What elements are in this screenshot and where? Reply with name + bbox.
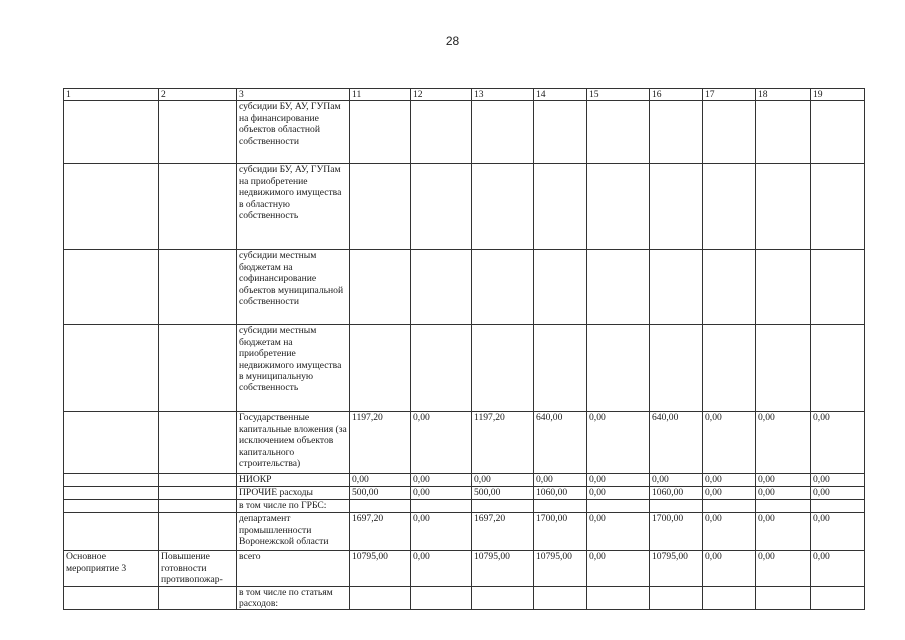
table-row <box>64 250 865 325</box>
value-cell: 500,00 <box>350 487 411 500</box>
expense-type-cell: ПРОЧИЕ расходы <box>237 487 350 500</box>
table-row <box>64 474 865 487</box>
value-cell: 10795,00 <box>534 551 587 586</box>
item-code-cell <box>64 500 159 513</box>
value-cell <box>411 101 472 164</box>
value-cell <box>472 500 534 513</box>
item-name-cell <box>159 325 237 412</box>
value-cell <box>703 500 756 513</box>
value-cell: 1060,00 <box>534 487 587 500</box>
value-cell <box>756 164 811 250</box>
expense-type-cell: всего <box>237 551 350 586</box>
value-cell <box>472 250 534 325</box>
value-cell: 0,00 <box>756 513 811 551</box>
expense-type-cell: в том числе по статьям расходов: <box>237 586 350 610</box>
header-cell: 17 <box>703 89 756 101</box>
value-cell: 0,00 <box>472 474 534 487</box>
header-cell: 13 <box>472 89 534 101</box>
value-cell: 0,00 <box>587 513 650 551</box>
value-cell <box>587 500 650 513</box>
item-code-cell <box>64 474 159 487</box>
value-cell <box>811 101 865 164</box>
item-name-cell <box>159 586 237 610</box>
value-cell <box>350 101 411 164</box>
expense-type-cell: НИОКР <box>237 474 350 487</box>
value-cell <box>534 250 587 325</box>
value-cell: 10795,00 <box>350 551 411 586</box>
value-cell <box>350 500 411 513</box>
value-cell: 0,00 <box>756 551 811 586</box>
item-code-cell <box>64 586 159 610</box>
value-cell <box>756 101 811 164</box>
value-cell <box>534 586 587 610</box>
value-cell <box>411 500 472 513</box>
value-cell: 640,00 <box>650 412 703 474</box>
value-cell: 0,00 <box>703 412 756 474</box>
item-code-cell <box>64 250 159 325</box>
value-cell: 1197,20 <box>472 412 534 474</box>
value-cell: 0,00 <box>650 474 703 487</box>
value-cell: 10795,00 <box>472 551 534 586</box>
table-row <box>64 551 865 586</box>
item-code-cell <box>64 164 159 250</box>
value-cell <box>650 250 703 325</box>
value-cell <box>703 325 756 412</box>
value-cell <box>534 164 587 250</box>
value-cell: 0,00 <box>811 513 865 551</box>
item-code-cell <box>64 513 159 551</box>
value-cell <box>587 101 650 164</box>
item-code-cell <box>64 101 159 164</box>
expense-type-cell: субсидии БУ, АУ, ГУПам на приобретение недвижимого имущества в областную собственность <box>237 164 350 250</box>
value-cell <box>350 250 411 325</box>
header-cell: 12 <box>411 89 472 101</box>
value-cell <box>703 250 756 325</box>
value-cell <box>811 586 865 610</box>
value-cell <box>811 250 865 325</box>
header-cell: 11 <box>350 89 411 101</box>
table-row <box>64 487 865 500</box>
value-cell <box>472 101 534 164</box>
table-row <box>64 325 865 412</box>
value-cell: 500,00 <box>472 487 534 500</box>
value-cell <box>811 500 865 513</box>
budget-table <box>63 88 865 610</box>
expense-type-cell: субсидии БУ, АУ, ГУПам на финансирование объектов областной собственности <box>237 101 350 164</box>
value-cell <box>472 164 534 250</box>
value-cell: 0,00 <box>756 412 811 474</box>
value-cell <box>411 250 472 325</box>
header-row <box>64 89 865 101</box>
value-cell: 10795,00 <box>650 551 703 586</box>
value-cell: 0,00 <box>703 513 756 551</box>
item-code-cell: Основное мероприятие 3 <box>64 551 159 586</box>
page-number: 28 <box>445 34 460 48</box>
value-cell: 0,00 <box>811 487 865 500</box>
value-cell <box>587 586 650 610</box>
expense-type-cell: субсидии местным бюджетам на софинансирование объектов муниципальной собственности <box>237 250 350 325</box>
value-cell <box>756 586 811 610</box>
value-cell: 0,00 <box>756 487 811 500</box>
item-name-cell <box>159 412 237 474</box>
value-cell <box>650 586 703 610</box>
value-cell: 0,00 <box>411 487 472 500</box>
item-code-cell <box>64 412 159 474</box>
value-cell: 0,00 <box>350 474 411 487</box>
value-cell <box>756 325 811 412</box>
item-name-cell <box>159 474 237 487</box>
value-cell: 1060,00 <box>650 487 703 500</box>
value-cell <box>350 164 411 250</box>
table-row <box>64 513 865 551</box>
value-cell: 0,00 <box>811 474 865 487</box>
value-cell: 0,00 <box>703 474 756 487</box>
value-cell <box>472 325 534 412</box>
value-cell <box>650 500 703 513</box>
table-body <box>64 89 865 610</box>
value-cell <box>650 325 703 412</box>
value-cell: 0,00 <box>587 474 650 487</box>
value-cell: 1700,00 <box>650 513 703 551</box>
header-cell: 14 <box>534 89 587 101</box>
value-cell <box>811 164 865 250</box>
value-cell: 1697,20 <box>350 513 411 551</box>
value-cell <box>703 164 756 250</box>
item-name-cell <box>159 513 237 551</box>
header-cell: 2 <box>159 89 237 101</box>
header-cell: 16 <box>650 89 703 101</box>
value-cell: 0,00 <box>811 412 865 474</box>
value-cell <box>411 586 472 610</box>
expense-type-cell: в том числе по ГРБС: <box>237 500 350 513</box>
item-name-cell <box>159 101 237 164</box>
value-cell <box>534 325 587 412</box>
value-cell: 0,00 <box>411 412 472 474</box>
expense-type-cell: Государственные капитальные вложения (за исключением объектов капитального строительства) <box>237 412 350 474</box>
value-cell: 0,00 <box>756 474 811 487</box>
table-row <box>64 101 865 164</box>
value-cell <box>756 500 811 513</box>
item-code-cell <box>64 487 159 500</box>
value-cell: 0,00 <box>411 474 472 487</box>
value-cell: 0,00 <box>587 412 650 474</box>
value-cell <box>411 164 472 250</box>
value-cell <box>587 164 650 250</box>
value-cell: 0,00 <box>703 487 756 500</box>
value-cell <box>650 164 703 250</box>
header-cell: 18 <box>756 89 811 101</box>
expense-type-cell: департамент промышленности Воронежской области <box>237 513 350 551</box>
value-cell <box>534 500 587 513</box>
expense-type-cell: субсидии местным бюджетам на приобретение недвижимого имущества в муниципальную собственность <box>237 325 350 412</box>
value-cell: 0,00 <box>534 474 587 487</box>
table-row <box>64 586 865 610</box>
value-cell <box>587 325 650 412</box>
table-row <box>64 500 865 513</box>
value-cell: 0,00 <box>587 487 650 500</box>
value-cell: 0,00 <box>411 513 472 551</box>
value-cell <box>756 250 811 325</box>
value-cell <box>650 101 703 164</box>
header-cell: 3 <box>237 89 350 101</box>
value-cell: 0,00 <box>811 551 865 586</box>
value-cell: 1697,20 <box>472 513 534 551</box>
value-cell <box>703 101 756 164</box>
item-name-cell <box>159 500 237 513</box>
value-cell: 1197,20 <box>350 412 411 474</box>
value-cell <box>534 101 587 164</box>
header-cell: 15 <box>587 89 650 101</box>
value-cell: 0,00 <box>411 551 472 586</box>
header-cell: 1 <box>64 89 159 101</box>
table-row <box>64 164 865 250</box>
value-cell: 0,00 <box>703 551 756 586</box>
value-cell <box>350 586 411 610</box>
item-name-cell: Повышение готовности противопожар- <box>159 551 237 586</box>
value-cell <box>811 325 865 412</box>
value-cell <box>472 586 534 610</box>
value-cell <box>411 325 472 412</box>
item-code-cell <box>64 325 159 412</box>
value-cell <box>350 325 411 412</box>
value-cell: 1700,00 <box>534 513 587 551</box>
item-name-cell <box>159 250 237 325</box>
value-cell <box>703 586 756 610</box>
header-cell: 19 <box>811 89 865 101</box>
table-row <box>64 412 865 474</box>
item-name-cell <box>159 164 237 250</box>
value-cell: 0,00 <box>587 551 650 586</box>
value-cell: 640,00 <box>534 412 587 474</box>
value-cell <box>587 250 650 325</box>
item-name-cell <box>159 487 237 500</box>
